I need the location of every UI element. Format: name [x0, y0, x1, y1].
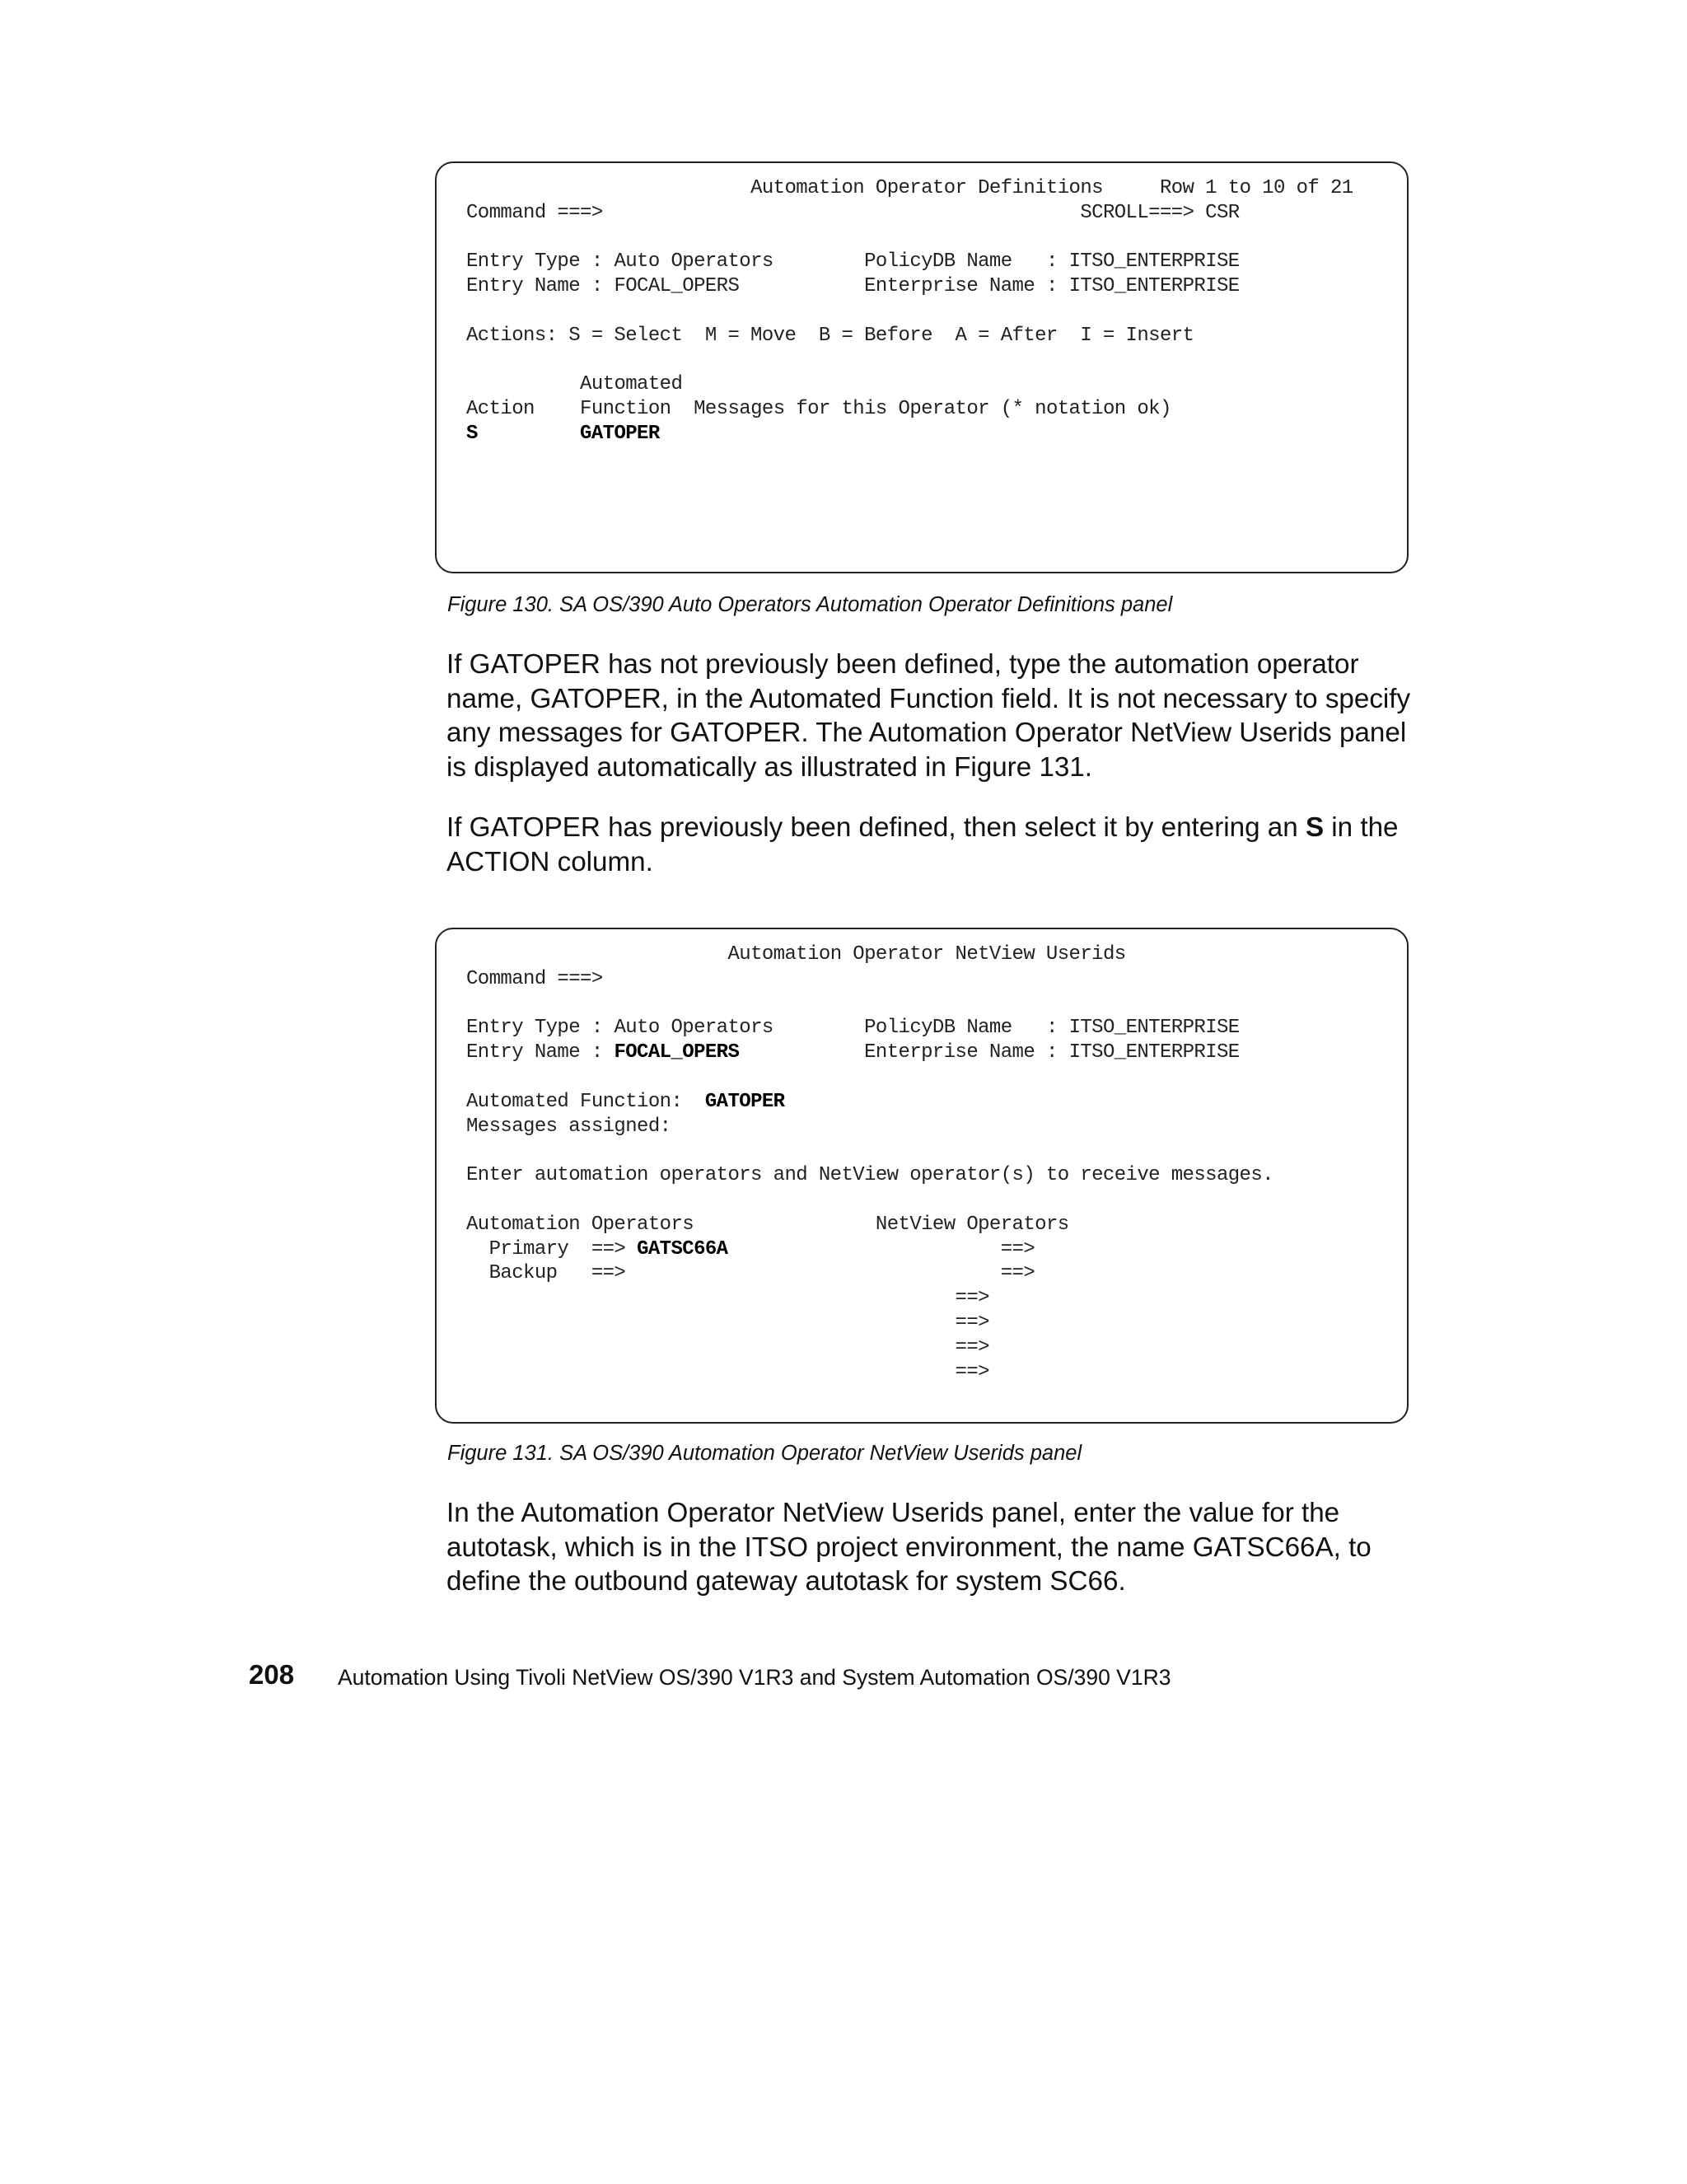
- primary-operator-input[interactable]: GATSC66A: [637, 1237, 728, 1260]
- entry-name-label: Entry Name :: [466, 1041, 603, 1064]
- netview-operator-input[interactable]: ==>: [955, 1360, 989, 1383]
- para-text: in the ACTION column.: [446, 812, 1399, 877]
- col-function-header: Function: [580, 398, 671, 421]
- figure-caption: Figure 130. SA OS/390 Auto Operators Automation Operator Definitions panel: [447, 593, 1173, 616]
- row-function-input[interactable]: GATOPER: [580, 422, 660, 445]
- footer-title: Automation Using Tivoli NetView OS/390 V1R3 and System Automation OS/390 V1R3: [338, 1665, 1171, 1690]
- automated-function-label: Automated Function:: [466, 1090, 683, 1113]
- netview-userids-panel: [435, 928, 1409, 1424]
- policydb-value: ITSO_ENTERPRISE: [1068, 1017, 1240, 1040]
- enterprise-value: ITSO_ENTERPRISE: [1068, 1041, 1240, 1064]
- backup-label[interactable]: Backup ==>: [488, 1262, 626, 1285]
- body-paragraph: [446, 811, 1418, 879]
- page-number: 208: [249, 1659, 295, 1690]
- netview-operator-input[interactable]: ==>: [955, 1311, 989, 1334]
- body-paragraph: In the Automation Operator NetView Userids panel, enter the value for the autotask, which is in the ITSO project environment, the name GATSC66A, to define the outbound gateway autotask for system SC66.: [446, 1498, 1372, 1597]
- para-bold-text: S: [1305, 812, 1325, 843]
- policydb-label: PolicyDB Name :: [864, 250, 1058, 274]
- command-prompt[interactable]: Command ===>: [466, 967, 603, 990]
- actions-legend: Actions: S = Select M = Move B = Before A = After I = Insert: [466, 324, 1194, 347]
- netview-operators-header: NetView Operators: [875, 1213, 1069, 1236]
- messages-assigned-label: Messages assigned:: [466, 1115, 671, 1138]
- policydb-label: PolicyDB Name :: [864, 1017, 1058, 1040]
- automated-function-value: GATOPER: [704, 1090, 785, 1113]
- scroll-field[interactable]: SCROLL===> CSR: [1080, 201, 1240, 224]
- body-paragraph: If GATOPER has not previously been defined, type the automation operator name, GATOPER, in the Automated Function field. It is not necessary to specify any messages for GATOPER. The Automation Operator NetView Userids panel is displayed automatically as illustrated in Figure 131.: [446, 649, 1411, 783]
- entry-name-value: FOCAL_OPERS: [614, 275, 740, 298]
- primary-label: Primary ==>: [488, 1237, 626, 1260]
- figure-caption: Figure 131. SA OS/390 Automation Operator NetView Userids panel: [447, 1442, 1082, 1465]
- instruction-text: Enter automation operators and NetView operator(s) to receive messages.: [466, 1164, 1273, 1187]
- entry-type-value: Auto Operators: [614, 1017, 773, 1040]
- netview-operator-input[interactable]: ==>: [1000, 1262, 1035, 1285]
- row-info: Row 1 to 10 of 21: [1159, 177, 1353, 199]
- automation-operators-header: Automation Operators: [466, 1213, 694, 1236]
- panel-title: Automation Operator Definitions: [750, 177, 1103, 199]
- panel-text: [466, 942, 1273, 1384]
- col-messages-header: Messages for this Operator (* notation ok): [694, 398, 1171, 421]
- entry-type-value: Auto Operators: [614, 250, 773, 274]
- col-action-header: Action: [466, 398, 535, 421]
- netview-operator-input[interactable]: ==>: [955, 1335, 989, 1359]
- policydb-value: ITSO_ENTERPRISE: [1068, 250, 1240, 274]
- col-automated-header: Automated: [580, 373, 683, 396]
- command-prompt[interactable]: Command ===>: [466, 201, 603, 224]
- panel-text: [466, 176, 1353, 447]
- para-text: If GATOPER has previously been defined, then select it by entering an: [446, 812, 1306, 843]
- enterprise-label: Enterprise Name :: [864, 1041, 1058, 1064]
- operator-definitions-panel: [435, 161, 1409, 573]
- entry-type-label: Entry Type :: [466, 1017, 603, 1040]
- entry-type-label: Entry Type :: [466, 250, 603, 274]
- row-action-input[interactable]: S: [466, 422, 478, 445]
- netview-operator-input[interactable]: ==>: [955, 1287, 989, 1310]
- netview-operator-input[interactable]: ==>: [1000, 1237, 1035, 1260]
- panel-title: Automation Operator NetView Userids: [727, 943, 1126, 966]
- enterprise-value: ITSO_ENTERPRISE: [1068, 275, 1240, 298]
- entry-name-value: FOCAL_OPERS: [614, 1041, 740, 1064]
- entry-name-label: Entry Name :: [466, 275, 603, 298]
- enterprise-label: Enterprise Name :: [864, 275, 1058, 298]
